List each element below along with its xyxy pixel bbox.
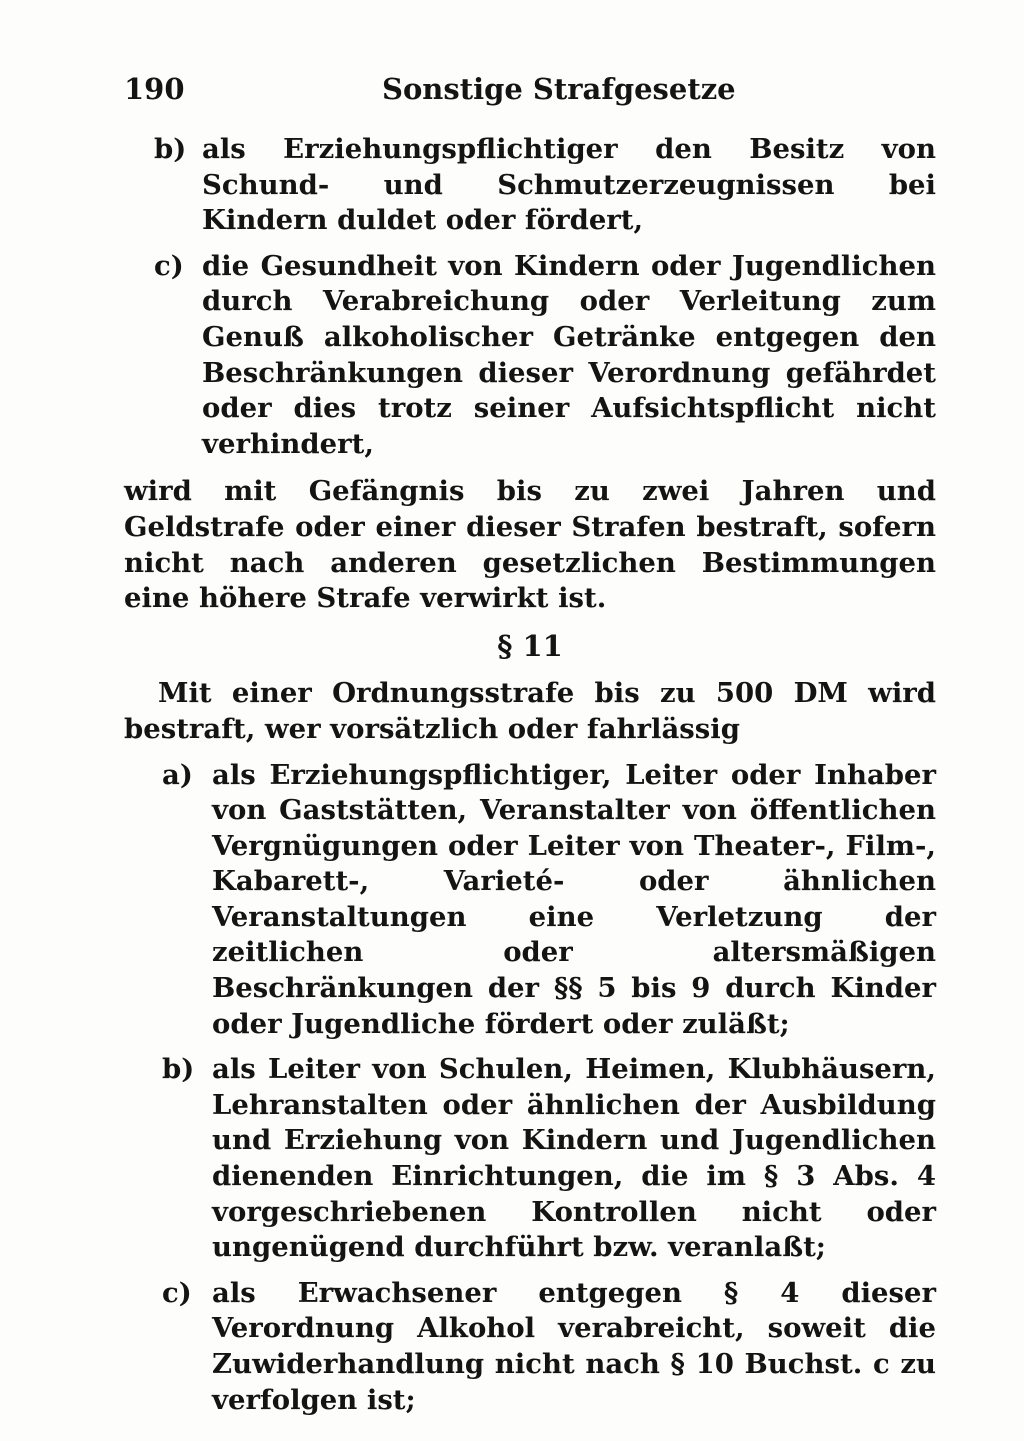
running-title: Sonstige Strafgesetze xyxy=(382,72,736,106)
item-label: b) xyxy=(162,1053,195,1086)
list-item-c xyxy=(124,1276,936,1418)
list-item-c xyxy=(124,249,936,463)
list-item-b xyxy=(124,132,936,239)
list-item-b xyxy=(124,1052,936,1266)
item-text: als Erwachsener entgegen § 4 dieser Verordnung Alkohol verabreicht, soweit die Zuwiderhandlung nicht nach § 10 Buchst. c zu verfolgen ist; xyxy=(212,1276,936,1416)
list-item-a xyxy=(124,758,936,1043)
item-text: die Gesundheit von Kindern oder Jugendlichen durch Verabreichung oder Verleitung zum Genuß alkoholischer Getränke entgegen den Beschränkungen dieser Verordnung gefährdet oder dies trotz seiner Aufsichtspflicht nicht verhindert, xyxy=(202,249,936,460)
item-label: b) xyxy=(154,133,187,165)
item-text: als Erziehungspflichtiger, Leiter oder Inhaber von Gaststätten, Veranstalter von öffentlichen Vergnügungen oder Leiter von Theater-, Film-, Kabarett-, Varieté- oder ähnlichen Veranstaltungen eine Verletzung der zeitlichen oder altersmäßigen Beschränkungen der §§ 5 bis 9 durch Kinder oder Jugendliche fördert oder zuläßt; xyxy=(212,758,936,1040)
item-label: a) xyxy=(162,758,193,791)
item-text: als Leiter von Schulen, Heimen, Klubhäusern, Lehranstalten oder ähnlichen der Ausbildung und Erziehung von Kindern und Jugendlichen dienenden Einrichtungen, die im § 3 Abs. 4 vorgeschriebenen Kontrollen nicht oder ungenügend durchführt bzw. veranlaßt; xyxy=(212,1053,936,1264)
page-header xyxy=(124,64,936,114)
page-number: 190 xyxy=(124,72,185,106)
page-content xyxy=(124,132,936,1428)
section-intro: Mit einer Ordnungsstrafe bis zu 500 DM wird bestraft, wer vorsätzlich oder fahrlässig xyxy=(124,677,936,745)
item-label: c) xyxy=(154,249,184,282)
item-text: als Erziehungspflichtiger den Besitz von Schund- und Schmutzerzeugnissen bei Kindern duldet oder fördert, xyxy=(202,133,936,237)
penalty-paragraph: wird mit Gefängnis bis zu zwei Jahren und Geldstrafe oder einer dieser Strafen bestraft, sofern nicht nach anderen gesetzlichen Bestimmungen eine höhere Strafe verwirkt ist. xyxy=(124,475,936,615)
item-label: c) xyxy=(162,1276,192,1309)
section-heading: § 11 xyxy=(497,628,563,663)
